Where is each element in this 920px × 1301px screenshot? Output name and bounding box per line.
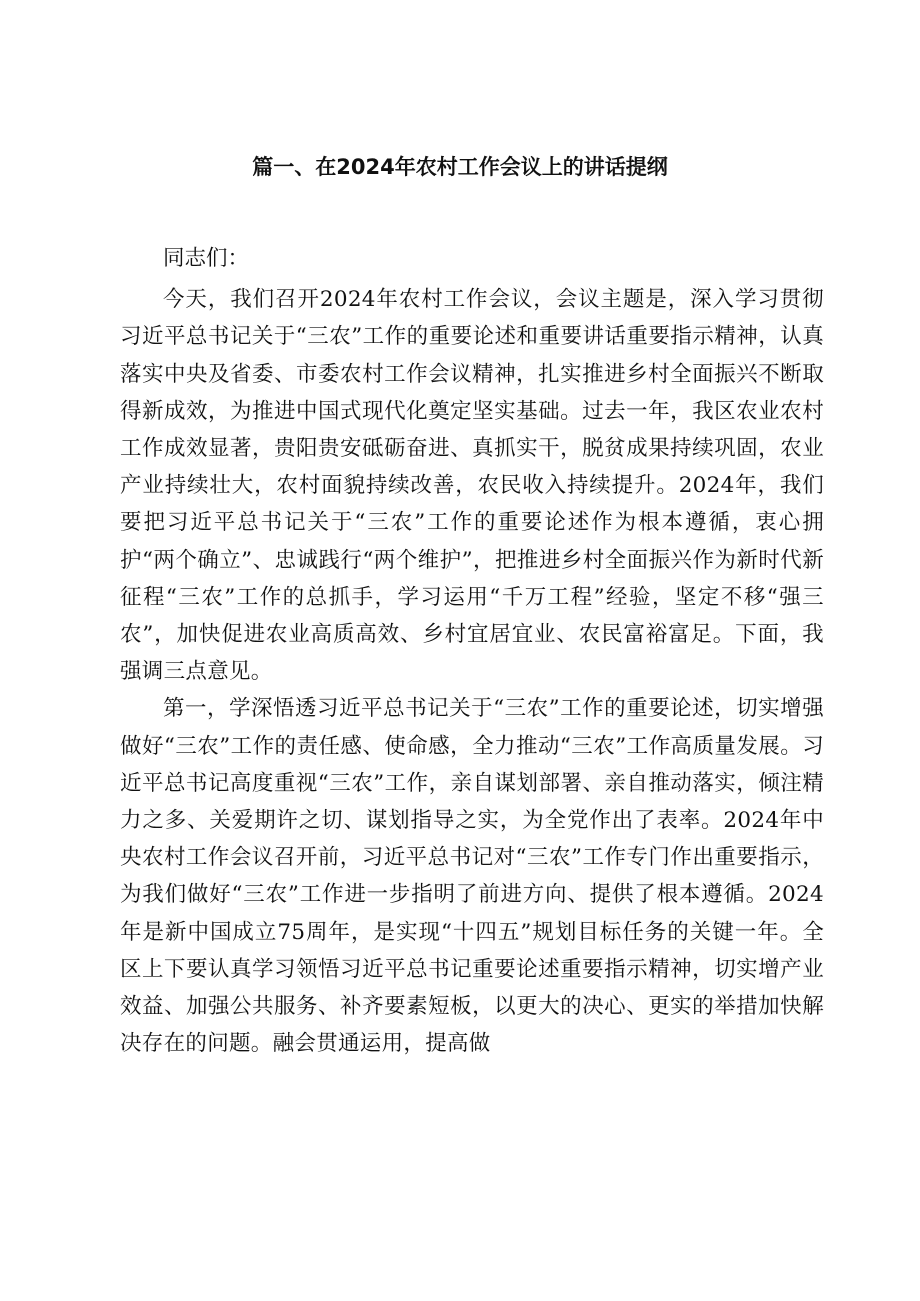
paragraph-first-point: 第一，学深悟透习近平总书记关于“三农”工作的重要论述，切实增强做好“三农”工作的责任感、使命感，全力推动“三农”工作高质量发展。习近平总书记高度重视“三农”工作，亲自谋划部署、亲自推动落实，倾注精力之多、关爱期许之切、谋划指导之实，为全党作出了表率。2024年中央农村工作会议召开前，习近平总书记对“三农”工作专门作出重要指示，为我们做好“三农”工作进一步指明了前进方向、提供了根本遵循。2024年是新中国成立75周年，是实现“十四五”规划目标任务的关键一年。全区上下要认真学习领悟习近平总书记重要论述重要指示精神，切实增产业效益、加强公共服务、补齐要素短板，以更大的决心、更实的举措加快解决存在的问题。融会贯通运用，提高做 [120, 696, 824, 1057]
document-body [120, 240, 824, 1062]
paragraph-intro: 今天，我们召开2024年农村工作会议，会议主题是，深入学习贯彻习近平总书记关于“三农”工作的重要论述和重要讲话重要指示精神，认真落实中央及省委、市委农村工作会议精神，扎实推进乡村全面振兴不断取得新成效，为推进中国式现代化奠定坚实基础。过去一年，我区农业农村工作成效显著，贵阳贵安砥砺奋进、真抓实干，脱贫成果持续巩固，农业产业持续壮大，农村面貌持续改善，农民收入持续提升。2024年，我们要把习近平总书记关于“三农”工作的重要论述作为根本遵循，衷心拥护“两个确立”、忠诚践行“两个维护”，把推进乡村全面振兴作为新时代新征程“三农”工作的总抓手，学习运用“千万工程”经验，坚定不移“强三农”，加快促进农业高质高效、乡村宜居宜业、农民富裕富足。下面，我强调三点意见。 [120, 287, 824, 685]
greeting-line: 同志们： [163, 246, 250, 271]
page-title: 篇一、在2024年农村工作会议上的讲话提纲 [252, 155, 668, 179]
